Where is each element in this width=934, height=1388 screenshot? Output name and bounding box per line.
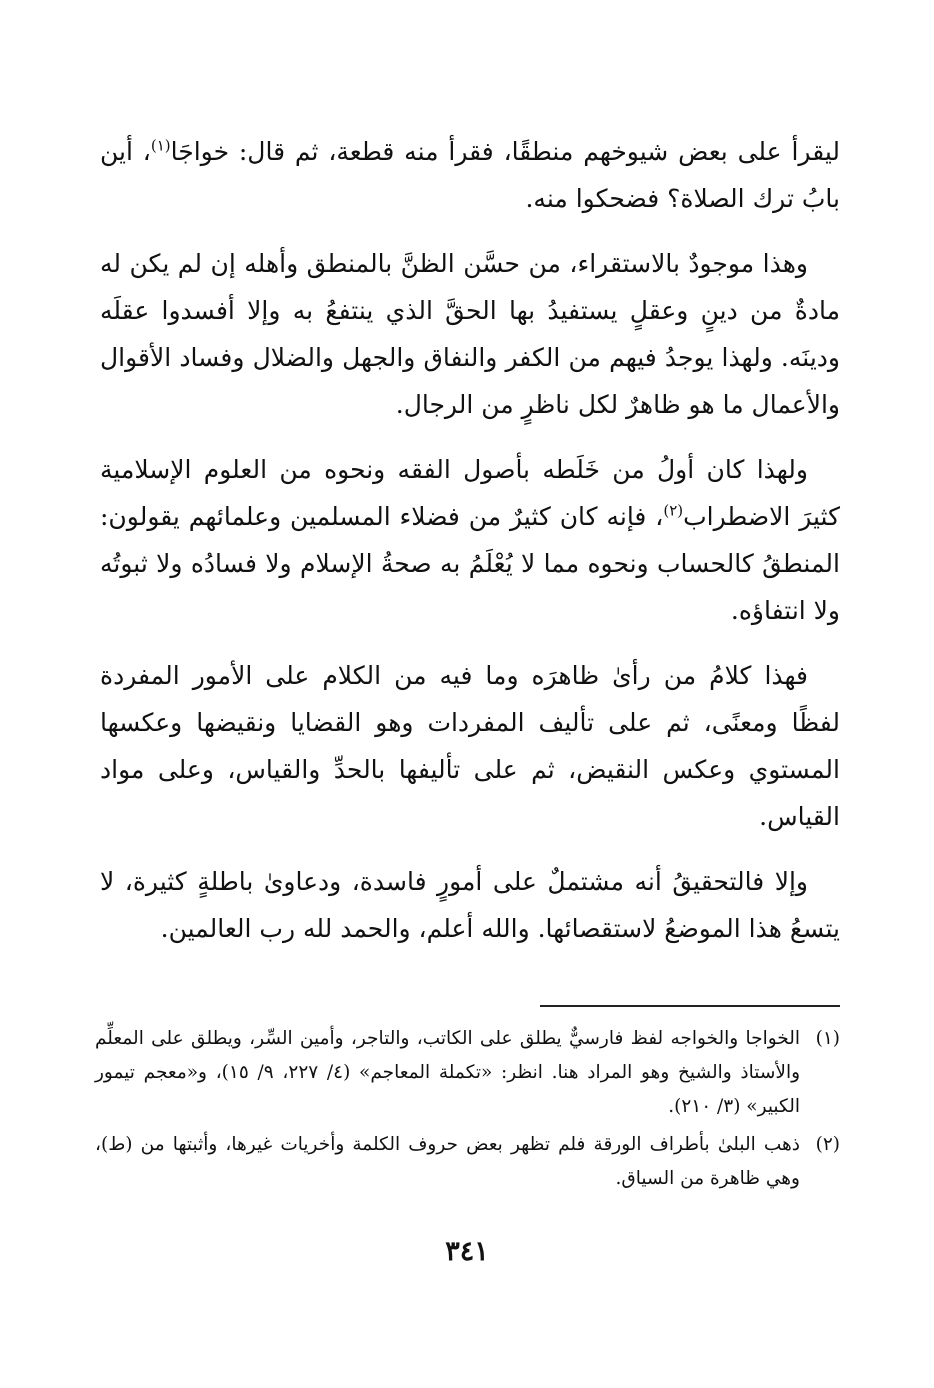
main-text-body: [100, 128, 840, 970]
paragraph-3: [100, 446, 840, 634]
footnote-2: [95, 1128, 840, 1196]
page-number: ٣٤١: [445, 1236, 489, 1267]
paragraph-4: فهذا كلامُ من رأىٰ ظاهرَه وما فيه من الكلام على الأمور المفردة لفظًا ومعنًى، ثم على تأليف المفردات وهو القضايا ونقيضها وعكسها المستوي وعكس النقيض، ثم على تأليفها بالحدِّ والقياس، وعلى مواد القياس.: [100, 661, 840, 831]
paragraph-1-part-a: ليقرأ على بعض شيوخهم منطقًا، فقرأ منه قطعة، ثم قال: خواجَا: [170, 137, 840, 166]
paragraph-3-part-b: ، فإنه كان كثيرٌ من فضلاء المسلمين وعلمائهم يقولون: المنطقُ كالحساب ونحوه مما لا يُعْلَمُ به صحةُ الإسلام ولا فسادُه ولا ثبوتُه ولا انتفاؤه.: [100, 502, 840, 625]
footnote-1: [95, 1022, 840, 1124]
footnote-1-text: الخواجا والخواجه لفظ فارسيٌّ يطلق على الكاتب، والتاجر، وأمين السِّر، ويطلق على المعلِّم والأستاذ والشيخ وهو المراد هنا. انظر: «تكملة المعاجم» (٤/ ٢٢٧، ٩/ ١٥)، و«معجم تيمور الكبير» (٣/ ٢١٠).: [95, 1028, 801, 1117]
footnote-ref-2: (٢): [663, 501, 684, 520]
footnotes-section: [95, 1022, 840, 1200]
footnote-ref-1: (١): [150, 136, 171, 155]
paragraph-1: [100, 128, 840, 222]
footnote-separator-line: [540, 1005, 840, 1007]
footnote-1-number: (١): [815, 1028, 840, 1049]
paragraph-3-part-a: ولهذا كان أولُ من خَلَطه بأصول الفقه ونحوه من العلوم الإسلامية كثيرَ الاضطراب: [100, 455, 841, 531]
footnote-2-number: (٢): [815, 1134, 840, 1155]
paragraph-2: وهذا موجودٌ بالاستقراء، من حسَّن الظنَّ بالمنطق وأهله إن لم يكن له مادةٌ من دينٍ وعقلٍ يستفيدُ بها الحقَّ الذي ينتفعُ به وإلا أفسدوا عقلَه ودينَه. ولهذا يوجدُ فيهم من الكفر والنفاق والجهل والضلال وفساد الأقوال والأعمال ما هو ظاهرٌ لكل ناظرٍ من الرجال.: [100, 249, 840, 419]
footnote-2-text: ذهب البلىٰ بأطراف الورقة فلم تظهر بعض حروف الكلمة وأخريات غيرها، وأثبتها من (ط)، وهي ظاهرة من السياق.: [95, 1134, 800, 1189]
paragraph-5: وإلا فالتحقيقُ أنه مشتملٌ على أمورٍ فاسدة، ودعاوىٰ باطلةٍ كثيرة، لا يتسعُ هذا الموضعُ لاستقصائها. والله أعلم، والحمد لله رب العالمين.: [100, 867, 840, 943]
paragraph-1-part-b: ، أين بابُ ترك الصلاة؟ فضحكوا منه.: [100, 137, 840, 213]
